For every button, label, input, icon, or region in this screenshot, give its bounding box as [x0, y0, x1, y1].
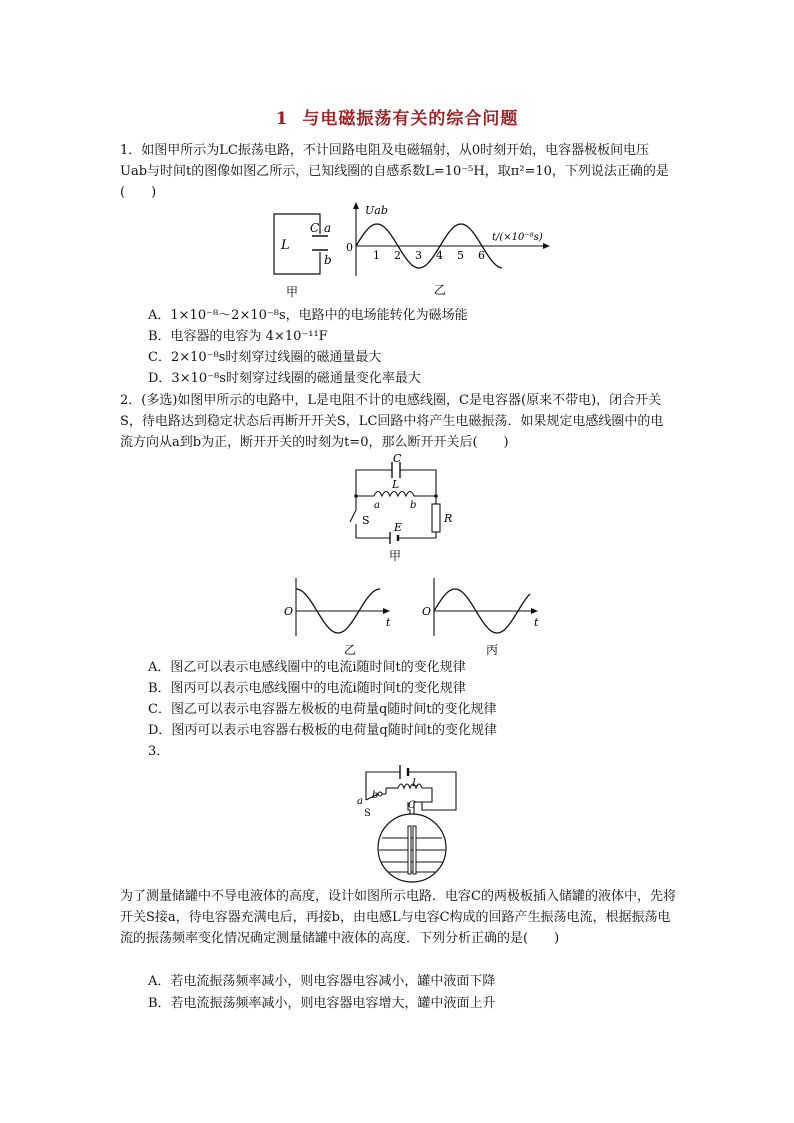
- q1-label-b: b: [324, 253, 332, 267]
- q1-option-d: D．3×10⁻⁸s时刻穿过线圈的磁通量变化率最大: [148, 371, 421, 386]
- q2-graph-bing: [420, 574, 544, 658]
- q2-caption-yi: 乙: [344, 643, 357, 657]
- capacitor-plate-right: [413, 826, 416, 874]
- q1-lc-circuit-figure: [266, 204, 350, 300]
- y-arrow-icon: [353, 202, 359, 209]
- q1-xlabel: t/(×10⁻⁸s): [492, 232, 543, 243]
- q2-label-E: E: [394, 521, 403, 534]
- q3-label-b: b: [372, 790, 379, 801]
- q3-tank-circuit-figure: [352, 760, 464, 884]
- q2-option-c: C．图乙可以表示电容器左极板的电荷量q随时间t的变化规律: [148, 702, 497, 717]
- x-arrow-icon: [543, 243, 550, 249]
- tick-6: 6: [478, 249, 485, 262]
- q2-label-L: L: [392, 478, 400, 491]
- q1-voltage-graph: [340, 200, 550, 300]
- capacitor-plate-left: [408, 826, 411, 874]
- q2-caption-jia: 甲: [389, 549, 402, 563]
- q3-label-C: C: [408, 800, 416, 811]
- title-text: 与电磁振荡有关的综合问题: [302, 109, 519, 129]
- q2-label-b: b: [410, 500, 417, 511]
- q2-graph-yi: [282, 574, 396, 658]
- x-arrow-icon: [531, 608, 538, 614]
- tick-1: 1: [373, 249, 380, 262]
- q2-stem: 2．(多选)如图甲所示的电路中，L是电阻不计的电感线圈，C是电容器(原来不带电)，闭合开关S，待电路达到稳定状态后再断开开关S，LC回路中将产生电磁振荡．如果规定电感线圈中的电流方向从a到b为正，断开开关的时刻为t=0，那么断开开关后( ): [120, 393, 664, 450]
- q1-origin: 0: [346, 241, 353, 254]
- q1-label-a: a: [324, 221, 332, 235]
- q1-option-c: C．2×10⁻⁸s时刻穿过线圈的磁通量最大: [148, 350, 382, 365]
- q3-option-a: A．若电流振荡频率减小，则电容器电容减小，罐中液面下降: [148, 974, 496, 989]
- q1-caption-yi: 乙: [434, 283, 447, 297]
- q3-number: 3．: [148, 744, 170, 759]
- page-title: [0, 104, 794, 129]
- inductor-coil-icon: [374, 492, 414, 497]
- q2-yi-t: t: [386, 616, 391, 629]
- q3-label-S: S: [364, 808, 371, 819]
- q2-label-S: S: [362, 514, 370, 527]
- title-number: 1: [275, 109, 289, 129]
- tick-2: 2: [394, 249, 401, 262]
- q3-option-b: B．若电流振荡频率减小，则电容器电容增大，罐中液面上升: [148, 996, 496, 1011]
- q1-option-b: B．电容器的电容为 4×10⁻¹¹F: [148, 329, 328, 344]
- q1-stem: 1．如图甲所示为LC振荡电路，不计回路电阻及电磁辐射，从0时刻开始，电容器极板间电压Uab与时间t的图像如图乙所示，已知线圈的自感系数L=10⁻⁵H，取π²=10，下列说法正确的是( ): [120, 143, 669, 200]
- switch-icon: [350, 510, 356, 522]
- q2-circuit-figure: [340, 452, 456, 564]
- q2-bing-origin: O: [422, 605, 432, 618]
- tick-4: 4: [436, 249, 443, 262]
- q3-stem: 为了测量储罐中不导电液体的高度，设计如图所示电路．电容C的两极板插入储罐的液体中，先将开关S接a，待电容器充满电后，再接b，由电感L与电容C构成的回路产生振荡电流，根据振荡电流的振荡频率变化情况确定测量储罐中液体的高度．下列分析正确的是( ): [120, 889, 676, 946]
- q2-option-d: D．图丙可以表示电容器右极板的电荷量q随时间t的变化规律: [148, 723, 497, 738]
- q2-label-R: R: [444, 512, 453, 525]
- q1-label-C: C: [310, 221, 320, 235]
- q1-label-L: L: [281, 238, 290, 253]
- tick-3: 3: [415, 249, 422, 262]
- q2-label-C: C: [393, 452, 402, 465]
- q2-bing-t: t: [534, 616, 539, 629]
- tick-5: 5: [457, 249, 464, 262]
- q1-caption-jia: 甲: [286, 285, 299, 299]
- x-arrow-icon: [383, 608, 390, 614]
- q2-yi-origin: O: [284, 605, 294, 618]
- q2-label-a: a: [374, 500, 380, 511]
- q3-label-a: a: [357, 796, 363, 807]
- resistor-icon: [432, 504, 440, 532]
- q1-ylabel: Uab: [365, 204, 388, 217]
- q2-option-b: B．图丙可以表示电感线圈中的电流i随时间t的变化规律: [148, 681, 466, 696]
- q1-option-a: A．1×10⁻⁸～2×10⁻⁸s，电路中的电场能转化为磁场能: [148, 308, 468, 323]
- q2-option-a: A．图乙可以表示电感线圈中的电流i随时间t的变化规律: [148, 660, 466, 675]
- q3-label-L: L: [412, 778, 419, 789]
- q2-caption-bing: 丙: [486, 643, 499, 657]
